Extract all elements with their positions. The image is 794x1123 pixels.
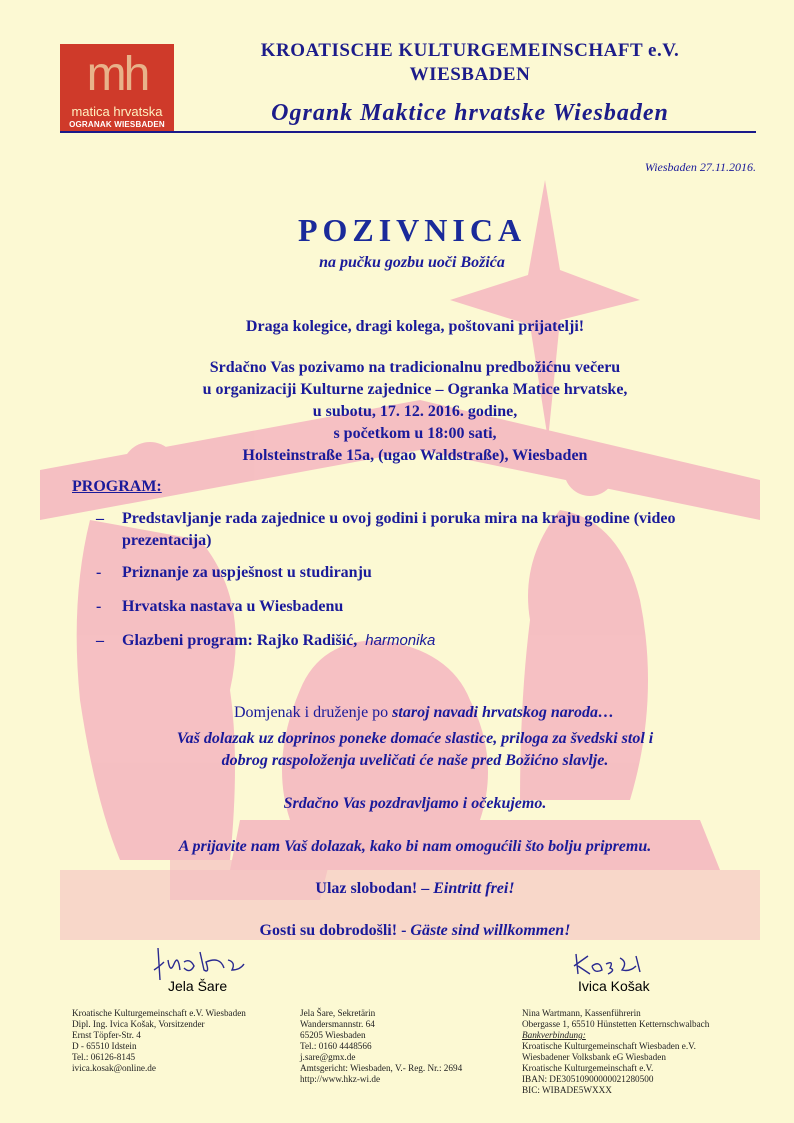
footer-line: ivica.kosak@online.de [72, 1063, 156, 1073]
header-divider [60, 131, 756, 133]
logo-line2: OGRANAK WIESBADEN [69, 120, 165, 129]
footer-line: D - 65510 Idstein [72, 1041, 137, 1051]
invite-line: s početkom u 18:00 sati, [333, 425, 497, 442]
greeting: Draga kolegice, dragi kolega, poštovani prijatelji! [245, 318, 585, 335]
reception-line [60, 704, 788, 722]
entry-plain: Ulaz slobodan! – [315, 880, 434, 897]
footer-line: Dipl. Ing. Ivica Košak, Vorsitzender [72, 1019, 205, 1029]
invitation-title: POZIVNICA [297, 212, 527, 248]
footer-line: Ernst Töpfer-Str. 4 [72, 1030, 141, 1040]
footer-line: Kroatische Kulturgemeinschaft e.V. [522, 1063, 654, 1073]
welcome-line [60, 921, 770, 941]
org-name-line2: WIESBADEN [409, 64, 531, 85]
signature-left-name: Jela Šare [168, 978, 228, 994]
matica-hrvatska-logo [60, 44, 174, 132]
welcome-plain: Gosti su dobrodošli! - [259, 922, 411, 939]
footer-line: Amtsgericht: Wiesbaden, V.- Reg. Nr.: 2694 [300, 1063, 463, 1073]
footer-line: Jela Šare, Sekretärin [300, 1008, 376, 1018]
letter-date: Wiesbaden 27.11.2016. [644, 160, 756, 174]
footer-col-1 [72, 1008, 246, 1074]
reception-italic: staroj navadi hrvatskog naroda… [392, 704, 614, 721]
program-item-dash: – [96, 632, 104, 649]
footer-bank-heading: Bankverbindung: [522, 1030, 586, 1040]
footer-line: http://www.hkz-wi.de [300, 1074, 381, 1084]
program-item-dash: – [96, 510, 104, 527]
program-item [96, 508, 756, 552]
program-item-text: Priznanje za uspješnost u studiranju [122, 564, 372, 581]
invite-line: Srdačno Vas pozivamo na tradicionalnu predbožićnu večeru [209, 359, 621, 376]
footer-line: 65205 Wiesbaden [300, 1030, 366, 1040]
entry-line [60, 879, 770, 899]
signature-right-scribble [570, 948, 650, 982]
footer-line: Wiesbadener Volksbank eG Wiesbaden [522, 1052, 666, 1062]
footer-line: Wandersmannstr. 64 [300, 1019, 375, 1029]
footer-line: Tel.: 0160 4448566 [300, 1041, 372, 1051]
reception-plain: Domjenak i druženje po [234, 704, 393, 721]
footer-col-2 [300, 1008, 462, 1085]
logo-mark: mh [86, 48, 148, 101]
welcome-italic: Gäste sind willkommen! [410, 922, 571, 939]
signature-right-name: Ivica Košak [578, 978, 650, 994]
program-heading: PROGRAM: [72, 478, 162, 495]
invite-address: Holsteinstraße 15a, (ugao Waldstraße), Wiesbaden [242, 447, 588, 464]
program-item-text-wrap [122, 630, 752, 652]
footer-line: IBAN: DE30510900000021280500 [522, 1074, 654, 1084]
footer-line: Kroatische Kulturgemeinschaft Wiesbaden e.V. [522, 1041, 696, 1051]
program-item-dash: - [96, 598, 102, 615]
footer-line: Obergasse 1, 65510 Hünstetten Ketternschwalbach [522, 1019, 710, 1029]
footer-line: j.sare@gmx.de [300, 1052, 356, 1062]
program-item-text: Hrvatska nastava u Wiesbadenu [122, 598, 344, 615]
invite-line: u organizaciji Kulturne zajednice – Ogranka Matice hrvatske, [202, 381, 628, 398]
footer-line: Kroatische Kulturgemeinschaft e.V. Wiesbaden [72, 1008, 246, 1018]
program-item-extra: harmonika [365, 632, 436, 649]
branch-name: Ogrank Maktice hrvatske Wiesbaden [271, 100, 669, 126]
org-name-line1: KROATISCHE KULTURGEMEINSCHAFT e.V. [260, 40, 680, 61]
program-item-text: Predstavljanje rada zajednice u ovoj godini i poruka mira na kraju godine (video prezentacija) [122, 510, 676, 549]
register-line: A prijavite nam Vaš dolazak, kako bi nam omogućili što bolju pripremu. [178, 838, 652, 855]
footer-line: Tel.: 06126-8145 [72, 1052, 136, 1062]
footer-line: Nina Wartmann, Kassenführerin [522, 1008, 641, 1018]
program-item [96, 596, 756, 618]
footer-col-3 [522, 1008, 709, 1096]
contribution-line: Vaš dolazak uz doprinos poneke domaće slastice, priloga za švedski stol i [176, 730, 654, 747]
invite-line: u subotu, 17. 12. 2016. godine, [312, 403, 518, 420]
logo-line1: matica hrvatska [71, 104, 163, 119]
program-item [96, 630, 756, 652]
invitation-subtitle: na pučku gozbu uoči Božića [319, 254, 505, 271]
program-item-dash: - [96, 564, 102, 581]
entry-italic: Eintritt frei! [433, 880, 515, 897]
footer-line: BIC: WIBADE5WXXX [522, 1085, 612, 1095]
program-item-text: Glazbeni program: Rajko Radišić, [122, 632, 358, 649]
program-item [96, 562, 756, 584]
contribution-line: dobrog raspoloženja uveličati će naše pred Božićno slavlje. [221, 752, 609, 769]
greetings-line: Srdačno Vas pozdravljamo i očekujemo. [283, 795, 547, 812]
